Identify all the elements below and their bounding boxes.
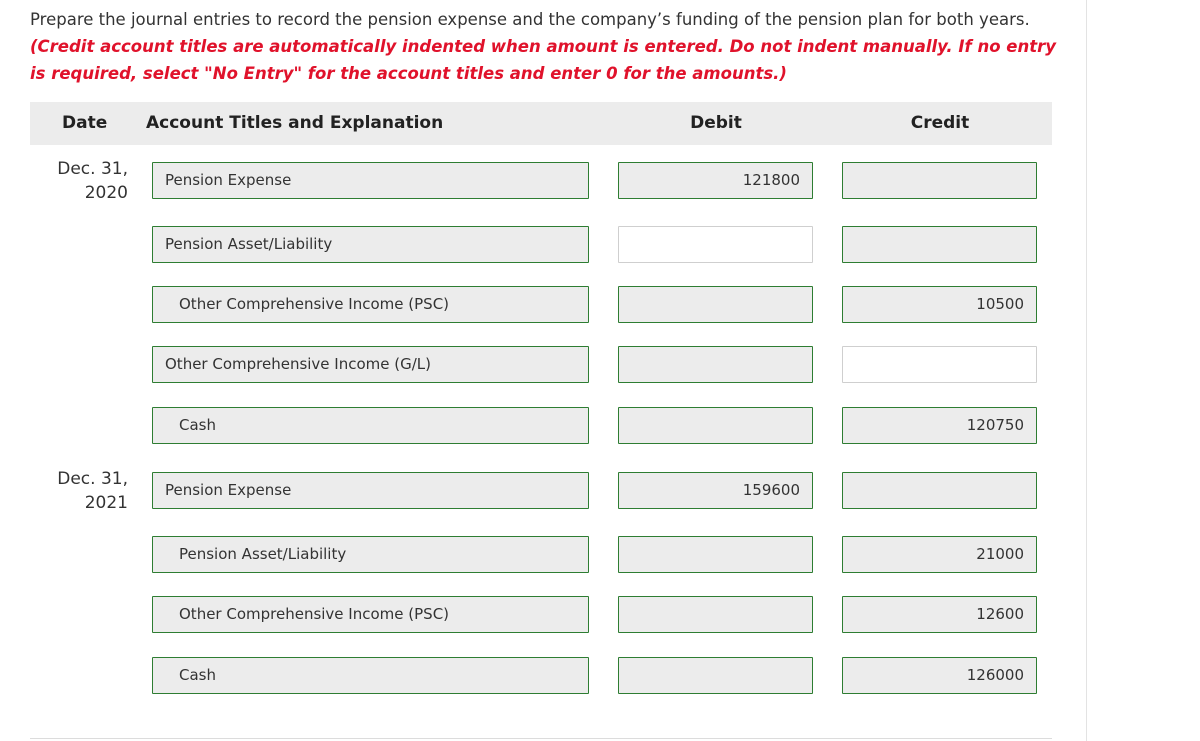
account-field[interactable]: Other Comprehensive Income (PSC) — [152, 596, 589, 633]
debit-field[interactable]: 121800 — [618, 162, 813, 199]
debit-field[interactable] — [618, 536, 813, 573]
credit-field[interactable]: 10500 — [842, 286, 1037, 323]
header-date: Date — [62, 113, 108, 133]
debit-field[interactable]: 159600 — [618, 472, 813, 509]
header-account-titles: Account Titles and Explanation — [146, 113, 444, 133]
date-line-2: 2020 — [84, 183, 128, 203]
date-line-1: Dec. 31, — [57, 469, 128, 489]
header-credit: Credit — [910, 113, 970, 133]
credit-field[interactable]: 120750 — [842, 407, 1037, 444]
account-field[interactable]: Pension Asset/Liability — [152, 226, 589, 263]
account-field[interactable]: Pension Expense — [152, 472, 589, 509]
entry-date-2020 — [30, 157, 128, 205]
header-debit: Debit — [690, 113, 742, 133]
account-field[interactable]: Cash — [152, 657, 589, 694]
debit-field[interactable] — [618, 657, 813, 694]
account-field[interactable]: Pension Asset/Liability — [152, 536, 589, 573]
account-field[interactable]: Other Comprehensive Income (PSC) — [152, 286, 589, 323]
instructions-text: Prepare the journal entries to record the pension expense and the company’s funding of the pension plan for both years. — [30, 10, 1030, 29]
account-field[interactable]: Other Comprehensive Income (G/L) — [152, 346, 589, 383]
instructions-note: (Credit account titles are automatically indented when amount is entered. Do not indent manually. If no entry is required, select "No Entry" for the account titles and enter 0 for the amounts.) — [30, 37, 1057, 83]
credit-field[interactable] — [842, 472, 1037, 509]
credit-field[interactable]: 21000 — [842, 536, 1037, 573]
account-field[interactable]: Cash — [152, 407, 589, 444]
credit-field[interactable] — [842, 226, 1037, 263]
debit-field[interactable] — [618, 286, 813, 323]
credit-field[interactable] — [842, 346, 1037, 383]
debit-field[interactable] — [618, 596, 813, 633]
credit-field[interactable]: 12600 — [842, 596, 1037, 633]
table-header — [30, 102, 1052, 145]
entry-date-2021 — [30, 467, 128, 515]
right-divider — [1086, 0, 1087, 741]
debit-field[interactable] — [618, 226, 813, 263]
debit-field[interactable] — [618, 346, 813, 383]
credit-field[interactable]: 126000 — [842, 657, 1037, 694]
account-field[interactable]: Pension Expense — [152, 162, 589, 199]
instructions — [30, 6, 1070, 87]
date-line-2: 2021 — [84, 493, 128, 513]
table-bottom-divider — [30, 738, 1052, 739]
date-line-1: Dec. 31, — [57, 159, 128, 179]
credit-field[interactable] — [842, 162, 1037, 199]
debit-field[interactable] — [618, 407, 813, 444]
